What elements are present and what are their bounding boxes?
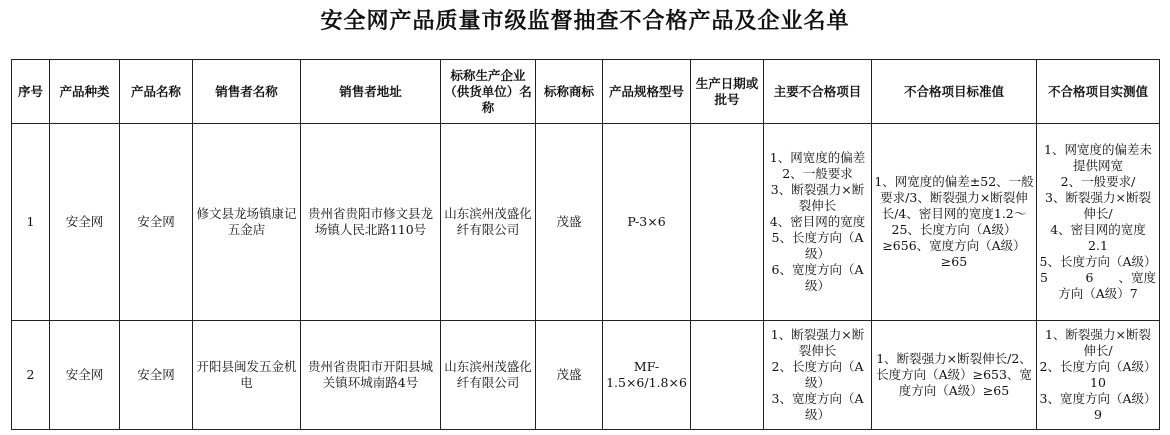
cell-measured: 1、网宽度的偏差未提供网宽 2、一般要求/ 3、断裂强力×断裂伸长/ 4、密目网的宽度 2.1 5、长度方向（A级）5 6 、宽度方向（A级）7: [1037, 124, 1160, 321]
cell-measured: 1、断裂强力×断裂伸长/ 2、长度方向（A级）10 3、宽度方向（A级）9: [1037, 321, 1160, 430]
header-seller: 销售者名称: [193, 60, 301, 124]
header-brand: 标称商标: [536, 60, 603, 124]
header-address: 销售者地址: [301, 60, 441, 124]
cell-maker: 山东滨州茂盛化纤有限公司: [441, 321, 536, 430]
cell-items: 1、网宽度的偏差 2、一般要求 3、断裂强力×断裂伸长 4、密目网的宽度 5、长度方向（A级） 6、宽度方向（A级）: [764, 124, 872, 321]
cell-date: [691, 321, 764, 430]
cell-brand: 茂盛: [536, 321, 603, 430]
cell-category: 安全网: [50, 321, 120, 430]
cell-items: 1、断裂强力×断裂伸长 2、长度方向（A级） 3、宽度方向（A级）: [764, 321, 872, 430]
header-category: 产品种类: [50, 60, 120, 124]
cell-standard: 1、网宽度的偏差±52、一般要求/3、断裂强力×断裂伸长/4、密目网的宽度1.2～25、长度方向（A级）≥656、宽度方向（A级）≥65: [872, 124, 1037, 321]
header-measured: 不合格项目实测值: [1037, 60, 1160, 124]
nonconforming-products-table: [11, 59, 1160, 430]
cell-seq: 2: [12, 321, 50, 430]
cell-seller: 修文县龙场镇康记五金店: [193, 124, 301, 321]
table-row: [12, 321, 1160, 430]
table-row: [12, 124, 1160, 321]
cell-maker: 山东滨州茂盛化纤有限公司: [441, 124, 536, 321]
table-header-row: [12, 60, 1160, 124]
header-standard: 不合格项目标准值: [872, 60, 1037, 124]
header-maker: 标称生产企业（供货单位）名称: [441, 60, 536, 124]
cell-seq: 1: [12, 124, 50, 321]
cell-address: 贵州省贵阳市修文县龙场镇人民北路110号: [301, 124, 441, 321]
cell-standard: 1、断裂强力×断裂伸长/2、长度方向（A级）≥653、宽度方向（A级）≥65: [872, 321, 1037, 430]
cell-product: 安全网: [120, 321, 193, 430]
cell-brand: 茂盛: [536, 124, 603, 321]
cell-address: 贵州省贵阳市开阳县城关镇环城南路4号: [301, 321, 441, 430]
cell-product: 安全网: [120, 124, 193, 321]
header-spec: 产品规格型号: [603, 60, 691, 124]
header-date: 生产日期或批号: [691, 60, 764, 124]
cell-category: 安全网: [50, 124, 120, 321]
cell-spec: MF-1.5×6/1.8×6: [603, 321, 691, 430]
cell-date: [691, 124, 764, 321]
header-seq: 序号: [12, 60, 50, 124]
header-product: 产品名称: [120, 60, 193, 124]
cell-spec: P-3×6: [603, 124, 691, 321]
header-items: 主要不合格项目: [764, 60, 872, 124]
cell-seller: 开阳县闽发五金机电: [193, 321, 301, 430]
page-title: 安全网产品质量市级监督抽查不合格产品及企业名单: [320, 8, 850, 34]
